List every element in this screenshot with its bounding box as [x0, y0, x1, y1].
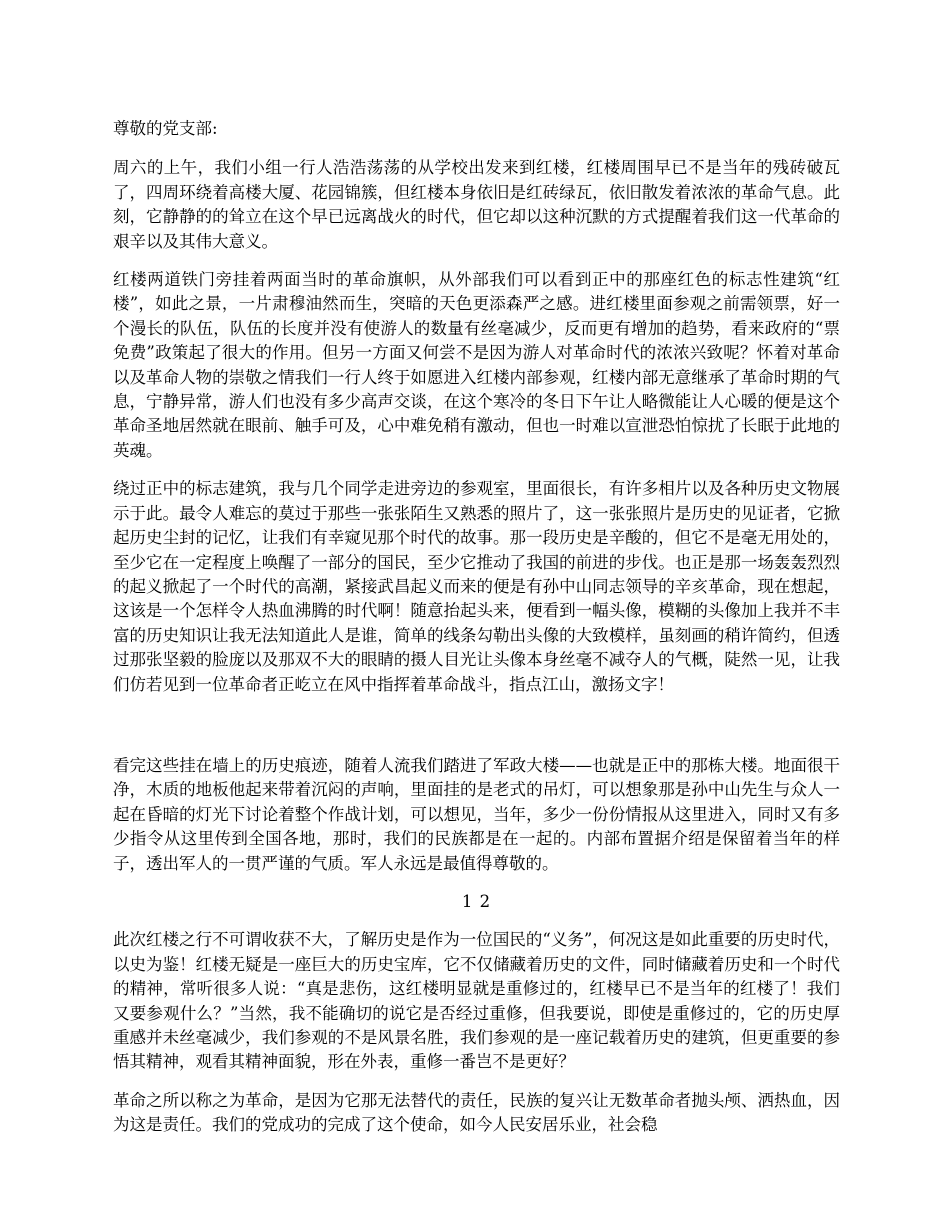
paragraph-5: 此次红楼之行不可谓收获不大，了解历史是作为一位国民的“义务”，何况这是如此重要的历史时代，以史为鉴！红楼无疑是一座巨大的历史宝库，它不仅储藏着历史的文件，同时储藏着历史和一个时代的精神，常听很多人说：“真是悲伤，这红楼明显就是重修过的，红楼早已不是当年的红楼了！我们又要参观什么？”当然，我不能确切的说它是否经过重修，但我要说，即使是重修过的，它的历史厚重感并未丝毫减少，我们参观的不是风景名胜，我们参观的是一座记载着历史的建筑，但更重要的参悟其精神，观看其精神面貌，形在外表，重修一番岂不是更好？ — [113, 930, 840, 1072]
page-number: 1 2 — [461, 891, 492, 911]
blank-spacer — [113, 711, 840, 754]
paragraph-3: 绕过正中的标志建筑，我与几个同学走进旁边的参观室，里面很长，有许多相片以及各种历史文物展示于此。最令人难忘的莫过于那些一张张陌生又熟悉的照片了，这一张张照片是历史的见证者，它掀起历史尘封的记忆，让我们有幸窥见那个时代的故事。那一段历史是辛酸的，但它不是毫无用处的，至少它在一定程度上唤醒了一部分的国民，至少它推动了我国的前进的步伐。也正是那一场轰轰烈烈的起义掀起了一个时代的高潮，紧接武昌起义而来的便是有孙中山同志领导的辛亥革命，现在想起，这该是一个怎样令人热血沸腾的时代啊！随意抬起头来，便看到一幅头像，模糊的头像加上我并不丰富的历史知识让我无法知道此人是谁，简单的线条勾勒出头像的大致模样，虽刻画的稍许简约，但透过那张坚毅的脸庞以及那双不大的眼睛的摄人目光让头像本身丝毫不减夺人的气概，陡然一见，让我们仿若见到一位革命者正屹立在风中指挥着革命战斗，指点江山，激扬文字！ — [113, 479, 840, 694]
paragraph-6: 革命之所以称之为革命，是因为它那无法替代的责任，民族的复兴让无数革命者抛头颅、洒热血，因为这是责任。我们的党成功的完成了这个使命，如今人民安居乐业，社会稳 — [113, 1090, 840, 1135]
salutation: 尊敬的党支部: — [113, 119, 218, 138]
letter-page — [113, 117, 840, 1152]
paragraph-2: 红楼两道铁门旁挂着两面当时的革命旗帜，从外部我们可以看到正中的那座红色的标志性建筑“红楼”，如此之景，一片肃穆油然而生，突暗的天色更添森严之感。进红楼里面参观之前需领票，好一个漫长的队伍，队伍的长度并没有使游人的数量有丝毫减少，反而更有增加的趋势，看来政府的“票免费”政策起了很大的作用。但另一方面又何尝不是因为游人对革命时代的浓浓兴致呢？怀着对革命以及革命人物的崇敬之情我们一行人终于如愿进入红楼内部参观，红楼内部无意继承了革命时期的气息，宁静异常，游人们也没有多少高声交谈，在这个寒冷的冬日下午让人略微能让人心暖的便是这个革命圣地居然就在眼前、触手可及，心中难免稍有激动，但也一时难以宣泄恐怕惊扰了长眠于此地的英魂。 — [113, 270, 840, 460]
paragraph-1: 周六的上午，我们小组一行人浩浩荡荡的从学校出发来到红楼，红楼周围早已不是当年的残砖破瓦了，四周环绕着高楼大厦、花园锦簇，但红楼本身依旧是红砖绿瓦，依旧散发着浓浓的革命气息。此刻，它静静的的耸立在这个早已远离战火的时代，但它却以这种沉默的方式提醒着我们这一代革命的艰辛以及其伟大意义。 — [113, 158, 840, 251]
paragraph-4: 看完这些挂在墙上的历史痕迹，随着人流我们踏进了军政大楼——也就是正中的那栋大楼。地面很干净，木质的地板他起来带着沉闷的声响，里面挂的是老式的吊灯，可以想象那是孙中山先生与众人一起在昏暗的灯光下讨论着整个作战计划，可以想见，当年，多少一份份情报从这里进入，同时又有多少指令从这里传到全国各地，那时，我们的民族都是在一起的。内部布置据介绍是保留着当年的样子，透出军人的一贯严谨的气质。军人永远是最值得尊敬的。 — [113, 755, 840, 873]
